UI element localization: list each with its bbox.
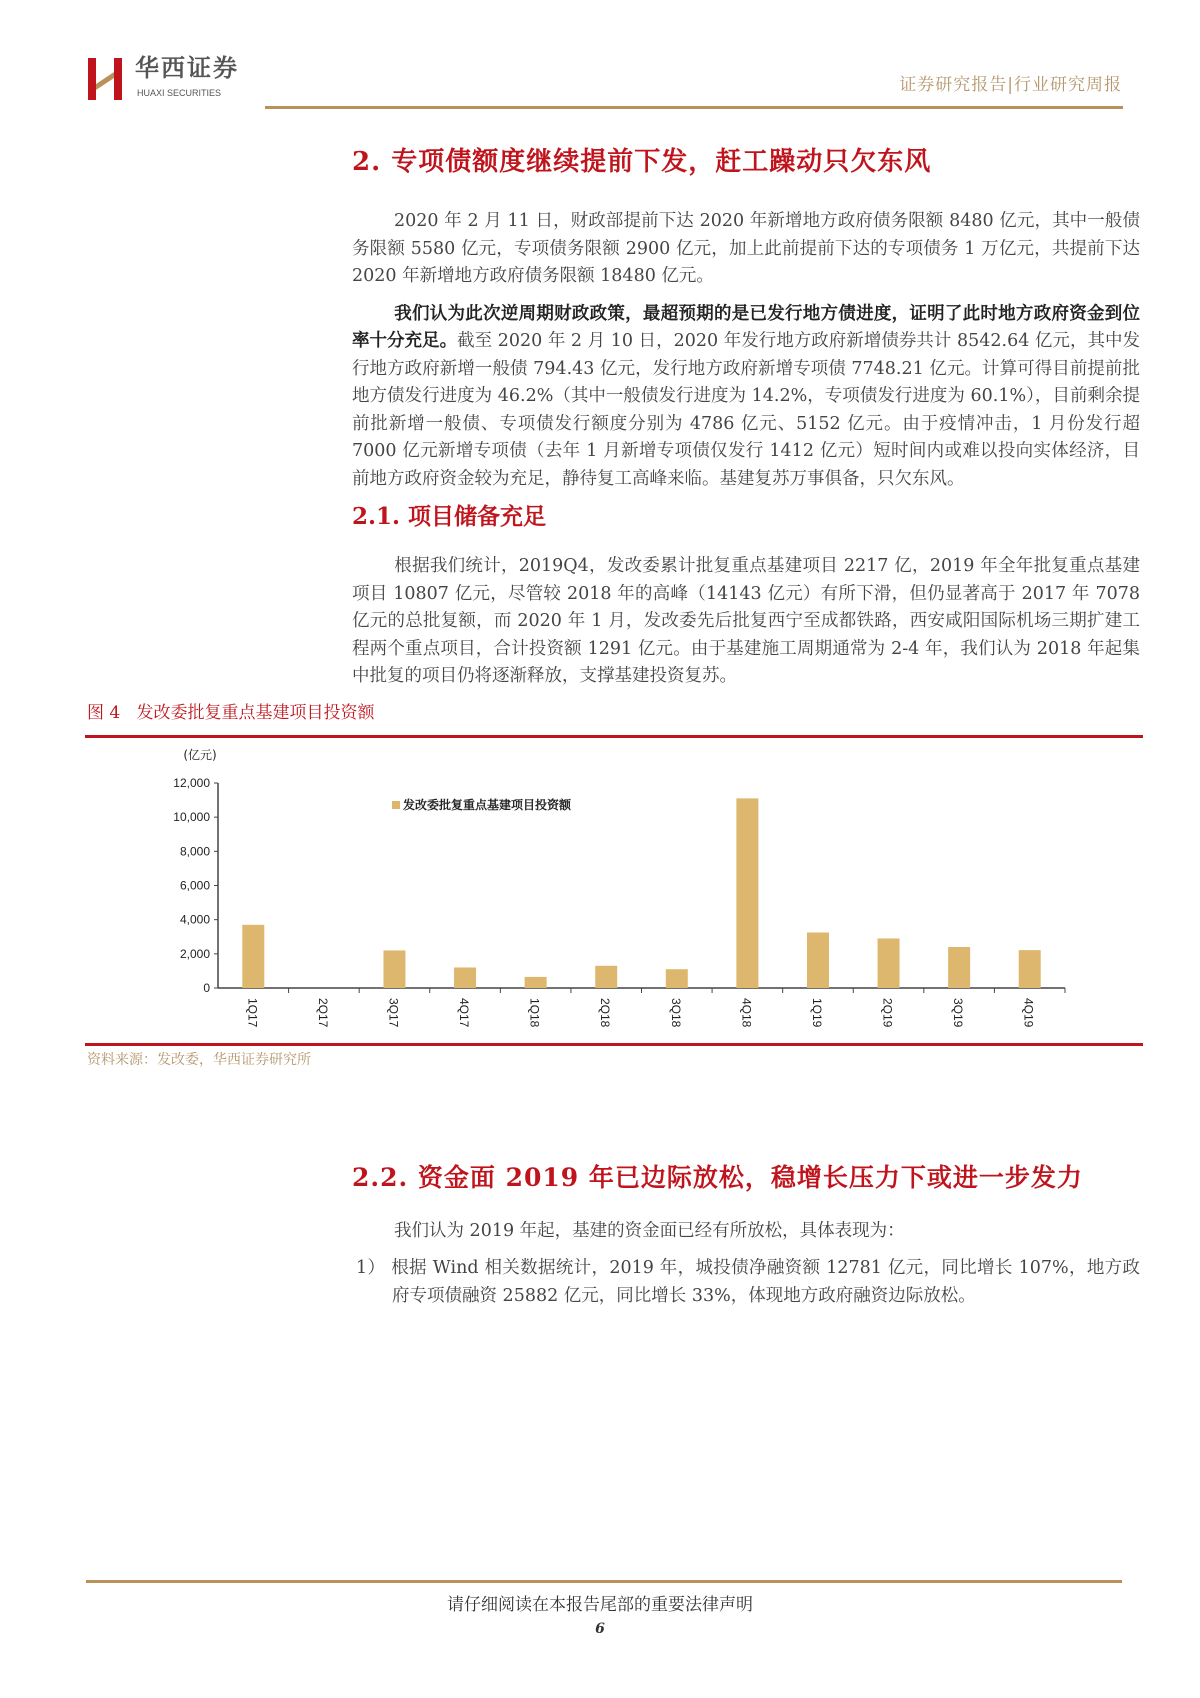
section-2-2-title: 2.2. 资金面 2019 年已边际放松，稳增长压力下或进一步发力 [352, 1162, 1083, 1192]
paragraph: 我们认为此次逆周期财政政策，最超预期的是已发行地方债进度，证明了此时地方政府资金到位率十分充足。截至 2020 年 2 月 10 日，2020 年发行地方政府新增债券共计 8542.64 亿元，其中发行地方政府新增一般债 794.43 亿元，发行地方政府新增专项债 7748.21 亿元。计算可得目前提前批地方债发行进度为 46.2%（其中一般债发行进度为 14.2%，专项债发行进度为 60.1%），目前剩余提前批新增一般债、专项债发行额度分别为 4786 亿元、5152 亿元。由于疫情冲击，1 月份发行超 7000 亿元新增专项债（去年 1 月新增专项债仅发行 1412 亿元）短时间内或难以投向实体经济，目前地方政府资金较为充足，静待复工高峰来临。基建复苏万事俱备，只欠东风。 [352, 303, 1141, 489]
x-tick-label: 3Q17 [386, 997, 401, 1027]
y-tick-label: 12,000 [173, 775, 210, 790]
x-tick-label: 3Q18 [668, 997, 683, 1027]
x-tick-label: 1Q19 [809, 997, 824, 1027]
bar-chart [85, 743, 1143, 1043]
y-tick-label: 10,000 [173, 809, 210, 824]
header-divider [265, 106, 1123, 109]
report-type: 证券研究报告|行业研究周报 [899, 75, 1122, 95]
bar [595, 965, 617, 987]
footer-divider [86, 1580, 1122, 1583]
page-number: 6 [595, 1621, 605, 1637]
x-tick-label: 2Q19 [880, 997, 895, 1027]
y-tick-label: 0 [203, 980, 210, 995]
bar [807, 932, 829, 988]
bar [1019, 950, 1041, 988]
x-tick-label: 4Q17 [457, 997, 472, 1027]
bar [525, 976, 547, 987]
x-tick-label: 4Q18 [739, 997, 754, 1027]
huaxi-logo-icon [86, 58, 124, 100]
y-tick-label: 6,000 [179, 878, 210, 892]
section-2-1-title: 2.1. 项目储备充足 [352, 503, 547, 530]
list-item: 1） 根据 Wind 相关数据统计，2019 年，城投债净融资额 12781 亿元，同比增长 107%，地方政府专项债融资 25882 亿元，同比增长 33%，体现地方政府融资边际放松。 [356, 1258, 1140, 1306]
bar [242, 924, 264, 987]
bar [383, 950, 405, 988]
x-tick-label: 4Q19 [1021, 997, 1036, 1027]
figure-top-rule [85, 735, 1143, 738]
x-tick-label: 2Q17 [315, 997, 330, 1027]
y-tick-label: 2,000 [179, 946, 210, 961]
figure-title: 图 4 发改委批复重点基建项目投资额 [87, 702, 375, 723]
legend-label: 发改委批复重点基建项目投资额 [403, 797, 572, 812]
y-tick-label: 4,000 [179, 912, 210, 927]
bar [948, 947, 970, 988]
paragraph: 2020 年 2 月 11 日，财政部提前下达 2020 年新增地方政府债务限额 8480 亿元，其中一般债务限额 5580 亿元，专项债务限额 2900 亿元，加上此前提前下达的专项债务 1 万亿元，共提前下达 2020 年新增地方政府债务限额 18480 亿元。 [352, 211, 1140, 286]
figure-bottom-rule [85, 1043, 1143, 1046]
bar [666, 969, 688, 988]
legal-notice: 请仔细阅读在本报告尾部的重要法律声明 [447, 1595, 753, 1615]
x-tick-label: 2Q18 [598, 997, 613, 1027]
figure-source: 资料来源：发改委，华西证券研究所 [87, 1051, 311, 1068]
logo-text: 华西证券 [135, 53, 239, 82]
logo-english: HUAXI SECURITIES [137, 88, 222, 98]
y-tick-label: 8,000 [179, 843, 210, 858]
paragraph: 我们认为 2019 年起，基建的资金面已经有所放松，具体表现为： [394, 1220, 905, 1241]
bar [454, 967, 476, 988]
paragraph: 根据我们统计，2019Q4，发改委累计批复重点基建项目 2217 亿，2019 年全年批复重点基建项目 10807 亿元，尽管较 2018 年的高峰（14143 亿元）有所下滑，但仍显著高于 2017 年 7078 亿元的总批复额，而 2020 年 1 月，发改委先后批复西宁至成都铁路，西安咸阳国际机场三期扩建工程两个重点项目，合计投资额 1291 亿元。由于基建施工周期通常为 2-4 年，我们认为 2018 年起集中批复的项目仍将逐渐释放，支撑基建投资复苏。 [352, 556, 1140, 686]
legend-swatch [392, 801, 400, 809]
section-2-title: 2. 专项债额度继续提前下发，赶工躁动只欠东风 [352, 147, 932, 177]
figure [85, 701, 1143, 1070]
x-tick-label: 1Q17 [245, 997, 260, 1027]
x-tick-label: 3Q19 [951, 997, 966, 1027]
x-tick-label: 1Q18 [527, 997, 542, 1027]
y-axis-unit: (亿元) [183, 747, 217, 762]
bar [878, 938, 900, 988]
main-content [0, 140, 1200, 1310]
bar [736, 798, 758, 988]
